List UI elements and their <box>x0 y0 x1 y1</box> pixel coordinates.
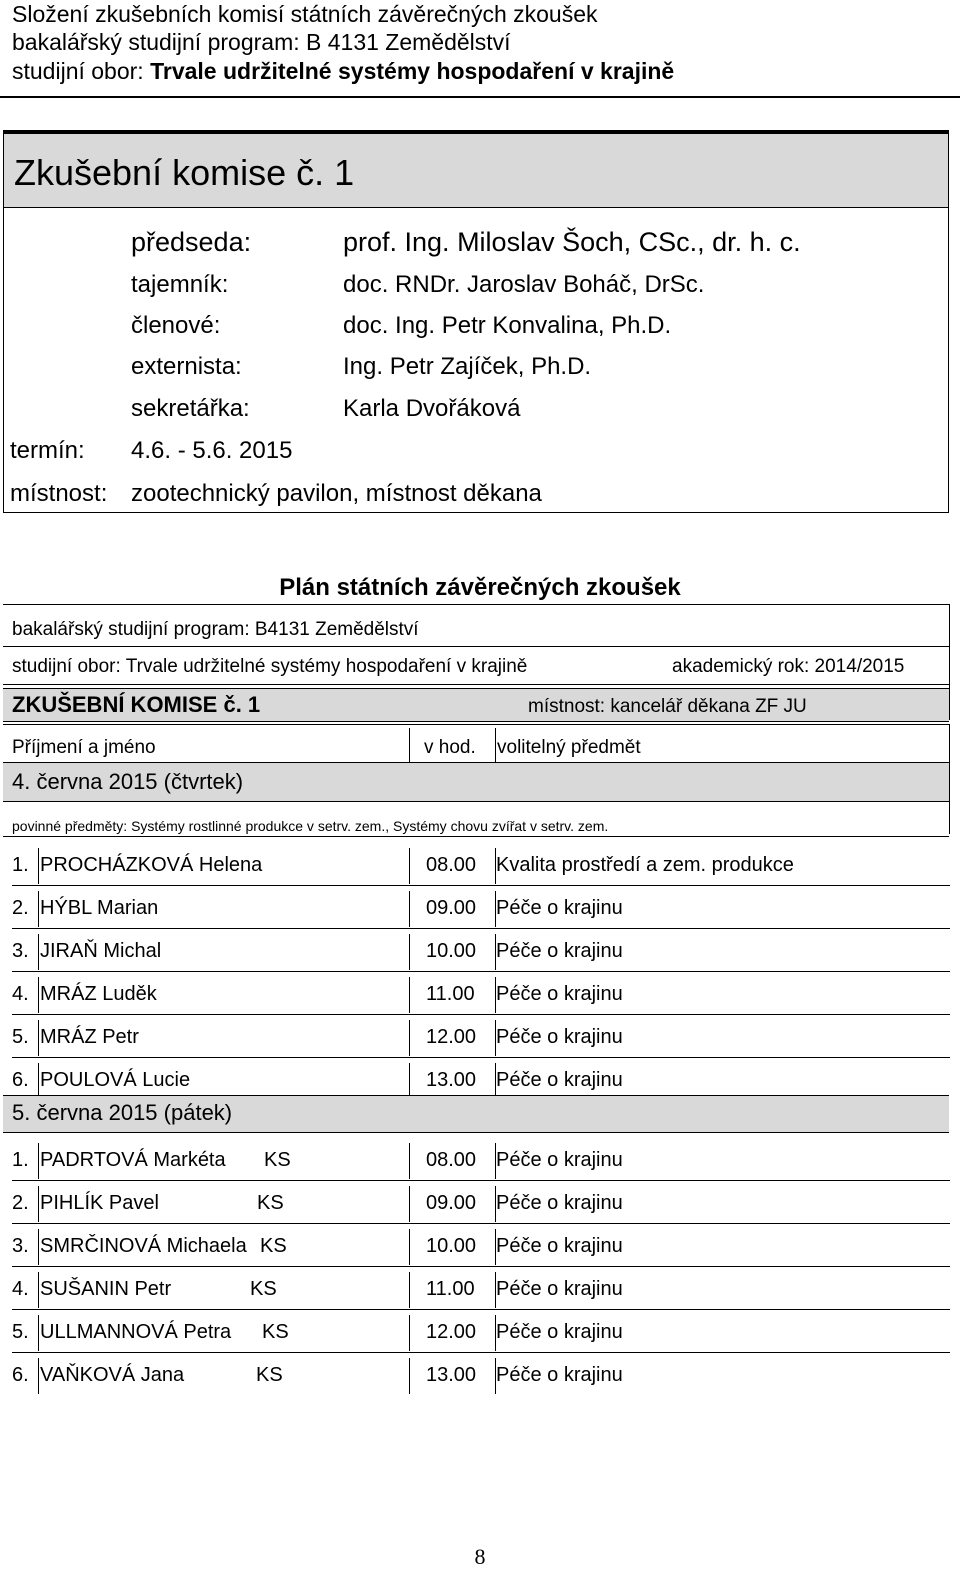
term-label: termín: <box>10 437 85 464</box>
plan-top-rule <box>3 604 949 605</box>
day-2-date: 5. června 2015 (pátek) <box>12 1100 233 1125</box>
row-number: 2. <box>12 1192 29 1214</box>
name-secretary: doc. RNDr. Jaroslav Boháč, DrSc. <box>343 271 705 298</box>
table-row <box>12 1352 950 1394</box>
exam-time: 12.00 <box>426 1321 477 1343</box>
table-row <box>12 1014 950 1056</box>
ks-mark: KS <box>257 1192 284 1214</box>
student-name: ULLMANNOVÁ Petra <box>40 1321 232 1343</box>
colhead-divider-2 <box>495 728 496 762</box>
student-name: MRÁZ Petr <box>40 1026 139 1048</box>
exam-time: 13.00 <box>426 1069 477 1091</box>
plan-field: studijní obor: Trvale udržitelné systémy hospodaření v krajině <box>12 656 528 677</box>
table-row <box>12 1057 950 1099</box>
student-name: PIHLÍK Pavel <box>40 1192 159 1214</box>
plan-right-rule <box>949 604 950 720</box>
col-time-header: v hod. <box>424 737 476 758</box>
row-number: 2. <box>12 897 29 919</box>
ks-mark: KS <box>256 1364 283 1386</box>
colhead-divider-1 <box>409 728 410 762</box>
header-line-3 <box>12 57 674 85</box>
student-name: PROCHÁZKOVÁ Helena <box>40 854 263 876</box>
name-external: Ing. Petr Zajíček, Ph.D. <box>343 353 592 380</box>
colhead-right-rule <box>949 724 950 834</box>
student-name: JIRAŇ Michal <box>40 940 162 962</box>
plan-rule-2 <box>3 684 949 685</box>
table-row <box>12 842 950 884</box>
row-number: 1. <box>12 1149 29 1171</box>
role-members: členové: <box>131 312 221 339</box>
plan-year: akademický rok: 2014/2015 <box>672 656 905 677</box>
commission-title: Zkušební komise č. 1 <box>14 152 355 193</box>
plan-program: bakalářský studijní program: B4131 Zemědělství <box>12 619 419 640</box>
room-value: zootechnický pavilon, místnost děkana <box>131 480 542 507</box>
header-line-1: Složení zkušebních komisí státních závěrečných zkoušek <box>12 1 598 27</box>
header-field-value: Trvale udržitelné systémy hospodaření v krajině <box>150 58 675 84</box>
student-name: MRÁZ Luděk <box>40 983 157 1005</box>
exam-time: 08.00 <box>426 1149 477 1171</box>
role-assistant: sekretářka: <box>131 395 250 422</box>
exam-time: 10.00 <box>426 940 477 962</box>
role-chair: předseda: <box>131 227 252 257</box>
header-rule <box>0 96 960 98</box>
elective-subject: Péče o krajinu <box>496 983 623 1005</box>
table-row <box>12 1180 950 1222</box>
room-label: místnost: <box>10 480 108 507</box>
table-row <box>12 928 950 970</box>
elective-subject: Péče o krajinu <box>496 1149 623 1171</box>
student-name: SMRČINOVÁ Michaela <box>40 1235 247 1257</box>
exam-time: 09.00 <box>426 897 477 919</box>
exam-time: 10.00 <box>426 1235 477 1257</box>
exam-time: 08.00 <box>426 854 477 876</box>
colhead-top-rule <box>3 724 949 725</box>
name-assistant: Karla Dvořáková <box>343 395 521 422</box>
required-subjects: povinné předměty: Systémy rostlinné produkce v setrv. zem., Systémy chovu zvířat v setrv. zem. <box>12 818 609 834</box>
ks-mark: KS <box>260 1235 287 1257</box>
exam-time: 09.00 <box>426 1192 477 1214</box>
row-number: 1. <box>12 854 29 876</box>
exam-time: 13.00 <box>426 1364 477 1386</box>
elective-subject: Péče o krajinu <box>496 1235 623 1257</box>
ks-mark: KS <box>264 1149 291 1171</box>
col-subject-header: volitelný předmět <box>497 737 641 758</box>
plan-title: Plán státních závěrečných zkoušek <box>279 574 681 601</box>
row-number: 5. <box>12 1321 29 1343</box>
row-number: 4. <box>12 983 29 1005</box>
exam-time: 11.00 <box>426 1278 475 1300</box>
row-number: 6. <box>12 1364 29 1386</box>
student-name: SUŠANIN Petr <box>40 1278 172 1300</box>
commission-title-bar <box>4 134 948 208</box>
col-name-header: Příjmení a jméno <box>12 737 156 758</box>
table-row <box>12 1309 950 1351</box>
elective-subject: Péče o krajinu <box>496 1192 623 1214</box>
role-external: externista: <box>131 353 242 380</box>
student-name: VAŇKOVÁ Jana <box>40 1364 185 1386</box>
table-row <box>12 1223 950 1265</box>
page-number: 8 <box>474 1544 486 1569</box>
row-number: 3. <box>12 940 29 962</box>
student-name: HÝBL Marian <box>40 897 159 919</box>
table-row <box>12 971 950 1013</box>
student-name: POULOVÁ Lucie <box>40 1069 191 1091</box>
row-number: 3. <box>12 1235 29 1257</box>
committee-room: místnost: kancelář děkana ZF JU <box>528 696 807 717</box>
elective-subject: Péče o krajinu <box>496 1069 623 1091</box>
role-secretary: tajemník: <box>131 271 229 298</box>
plan-rule-1 <box>3 646 949 647</box>
elective-subject: Péče o krajinu <box>496 1364 623 1386</box>
ks-mark: KS <box>262 1321 289 1343</box>
term-value: 4.6. - 5.6. 2015 <box>131 437 293 464</box>
table-row <box>12 1137 950 1179</box>
row-number: 6. <box>12 1069 29 1091</box>
day-1-date: 4. června 2015 (čtvrtek) <box>12 769 244 794</box>
row-number: 5. <box>12 1026 29 1048</box>
header-line-2: bakalářský studijní program: B 4131 Zemědělství <box>12 29 511 55</box>
exam-time: 12.00 <box>426 1026 477 1048</box>
ks-mark: KS <box>250 1278 277 1300</box>
committee-label: ZKUŠEBNÍ KOMISE č. 1 <box>12 692 261 717</box>
table-row <box>12 1266 950 1308</box>
required-rule <box>3 836 949 837</box>
table-row <box>12 885 950 927</box>
elective-subject: Péče o krajinu <box>496 897 623 919</box>
row-number: 4. <box>12 1278 29 1300</box>
elective-subject: Péče o krajinu <box>496 1321 623 1343</box>
name-chair: prof. Ing. Miloslav Šoch, CSc., dr. h. c. <box>343 227 801 257</box>
student-name: PADRTOVÁ Markéta <box>40 1149 226 1171</box>
elective-subject: Péče o krajinu <box>496 1026 623 1048</box>
elective-subject: Péče o krajinu <box>496 940 623 962</box>
name-members: doc. Ing. Petr Konvalina, Ph.D. <box>343 312 672 339</box>
elective-subject: Kvalita prostředí a zem. produkce <box>496 854 794 876</box>
exam-time: 11.00 <box>426 983 475 1005</box>
header-field-label: studijní obor: <box>12 58 151 84</box>
elective-subject: Péče o krajinu <box>496 1278 623 1300</box>
